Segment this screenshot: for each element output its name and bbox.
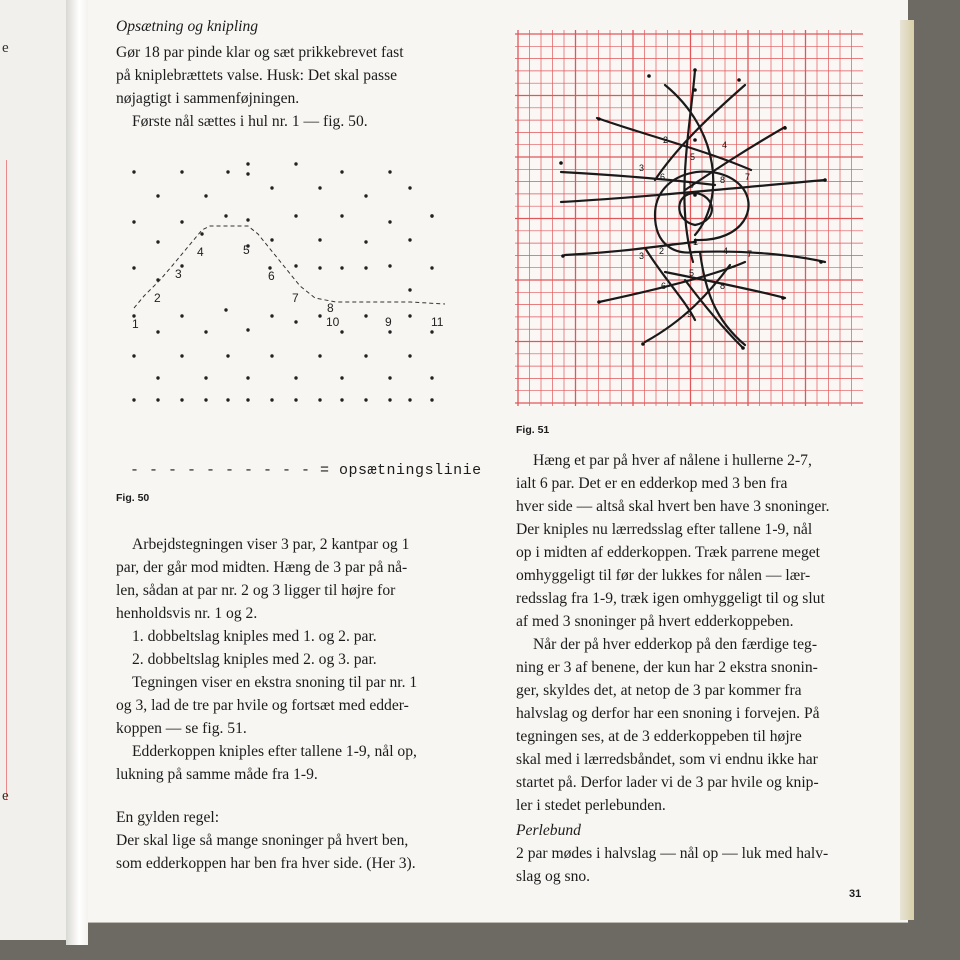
- fig50-pin-hole: [132, 354, 135, 357]
- section-heading: Opsætning og knipling: [116, 18, 259, 35]
- fig51-pin: [783, 126, 787, 130]
- text-line: En gylden regel:: [116, 809, 220, 826]
- text-line: henholdsvis nr. 1 og 2.: [116, 605, 258, 622]
- fig50-pin-hole: [180, 220, 183, 223]
- fig50-label: 1: [132, 317, 139, 331]
- text-line: redsslag fra 1-9, træk igen omhyggeligt til og slut: [516, 590, 825, 607]
- fig50-pin-hole: [226, 354, 229, 357]
- fig50-caption: Fig. 50: [116, 492, 150, 504]
- text-line: Første nål sættes i hul nr. 1 — fig. 50.: [132, 113, 368, 130]
- left-page-fragment: e: [2, 788, 9, 804]
- fig50-pin-hole: [132, 170, 135, 173]
- fig50-label: 9: [385, 315, 392, 329]
- fig50-pin-hole: [294, 214, 297, 217]
- text-line: ialt 6 par. Det er en edderkop med 3 ben fra: [516, 475, 788, 492]
- fig51-label: 2: [663, 135, 669, 145]
- text-line: len, sådan at par nr. 2 og 3 ligger til højre for: [116, 582, 396, 599]
- fig50-pin-hole: [408, 398, 411, 401]
- fig51-label: 5: [690, 152, 696, 162]
- text-line: omhyggeligt til før der lukkes for nålen — lær-: [516, 567, 811, 584]
- fig51-label: 5: [689, 268, 695, 278]
- fig51-pin: [819, 260, 823, 264]
- fig50-pin-hole: [318, 266, 321, 269]
- text-line: 2 par mødes i halvslag — nål op — luk med halv-: [516, 845, 829, 862]
- text-line: af med 3 snoninger på hvert edderkoppeben.: [516, 613, 794, 630]
- fig50-pin-hole: [294, 320, 297, 323]
- text-line: Hæng et par på hver af nålene i hullerne 2-7,: [533, 452, 812, 469]
- text-line: startet på. Derfor lader vi de 3 par hvile og knip-: [516, 774, 819, 791]
- fig50-pin-hole: [318, 398, 321, 401]
- fig50-pin-hole: [364, 266, 367, 269]
- book-gutter: [66, 0, 88, 945]
- text-line: og 3, lad de tre par hvile og fortsæt med edder-: [116, 697, 409, 714]
- text-line: slag og sno.: [516, 868, 591, 885]
- text-line: hver side — altså skal hvert ben have 3 snoninger.: [516, 498, 830, 515]
- fig50-pin-hole: [132, 266, 135, 269]
- fig50-legend: [130, 462, 482, 479]
- text-line: Gør 18 par pinde klar og sæt prikkebrevet fast: [116, 44, 404, 61]
- fig50-pin-hole: [318, 238, 321, 241]
- fig51-label: 9: [689, 180, 695, 190]
- fig51-label: 9: [687, 309, 693, 319]
- fig50-pin-hole: [156, 330, 159, 333]
- fig50-pin-hole: [388, 264, 391, 267]
- fig51-pin: [693, 88, 697, 92]
- fig50-pin-hole: [180, 170, 183, 173]
- page-edges: [900, 20, 914, 920]
- fig50-pin-hole: [270, 354, 273, 357]
- fig51-label: 2: [659, 246, 665, 256]
- fig50-pin-hole: [388, 220, 391, 223]
- fig50-pin-hole: [318, 314, 321, 317]
- fig50-pin-hole: [270, 398, 273, 401]
- fig51-pin: [597, 117, 601, 121]
- left-page-grid: [0, 160, 7, 800]
- fig51-pin: [597, 300, 601, 304]
- fig51-label: 6: [660, 172, 666, 182]
- fig50-pin-hole: [430, 266, 433, 269]
- fig50-pin-hole: [226, 398, 229, 401]
- fig50-pin-hole: [408, 186, 411, 189]
- fig50-pin-hole: [246, 398, 249, 401]
- fig51-label: 7: [747, 249, 753, 259]
- fig51-pin: [693, 68, 697, 72]
- fig51-label: 3: [639, 251, 645, 261]
- fig50-pin-hole: [270, 238, 273, 241]
- text-line: skal med i lærredsbåndet, som vi endnu ikke har: [516, 751, 818, 768]
- fig51-pin: [693, 138, 697, 142]
- fig50-pin-hole: [340, 170, 343, 173]
- fig50-legend-text: = opsætningslinie: [320, 462, 482, 479]
- fig50-pin-hole: [340, 214, 343, 217]
- page-number: 31: [849, 888, 862, 900]
- fig50-pin-hole: [246, 162, 249, 165]
- fig50-pin-hole: [246, 218, 249, 221]
- fig50-pin-hole: [340, 266, 343, 269]
- text-line: halvslag og derfor har een snoning i forvejen. På: [516, 705, 820, 722]
- fig50-pin-hole: [364, 354, 367, 357]
- section-heading: Perlebund: [516, 822, 581, 839]
- text-line: 1. dobbeltslag kniples med 1. og 2. par.: [132, 628, 377, 645]
- text-line: par, der går mod midten. Hæng de 3 par på nå-: [116, 559, 408, 576]
- fig50-pin-hole: [156, 194, 159, 197]
- fig50-pin-hole: [430, 330, 433, 333]
- fig50-pin-hole: [340, 376, 343, 379]
- fig50-pin-hole: [180, 354, 183, 357]
- fig51-pin: [781, 296, 785, 300]
- fig51-label: 4: [722, 140, 728, 150]
- text-line: Der kniples nu lærredsslag efter tallene 1-9, nål: [516, 521, 813, 538]
- fig50-label: 2: [154, 291, 161, 305]
- fig50-pin-hole: [430, 214, 433, 217]
- fig51-pin: [823, 178, 827, 182]
- fig51-label: 8: [720, 175, 726, 185]
- text-line: 2. dobbeltslag kniples med 2. og 3. par.: [132, 651, 377, 668]
- fig51-label: 8: [720, 281, 726, 291]
- fig51-pin: [693, 193, 697, 197]
- fig51-pin: [561, 254, 565, 258]
- fig50-pin-hole: [156, 398, 159, 401]
- fig50-pin-hole: [294, 398, 297, 401]
- fig50-pin-hole: [224, 308, 227, 311]
- fig50-pin-hole: [294, 376, 297, 379]
- fig50-pin-hole: [246, 172, 249, 175]
- fig50-pin-hole: [204, 376, 207, 379]
- fig50-label: 7: [292, 291, 299, 305]
- fig50-label: 6: [268, 269, 275, 283]
- fig50-pin-hole: [246, 376, 249, 379]
- fig50-pin-hole: [200, 232, 203, 235]
- text-line: ning er 3 af benene, der kun har 2 ekstra snonin-: [516, 659, 818, 676]
- left-page-fragment: e: [2, 40, 9, 56]
- fig50-label: 11: [431, 315, 444, 329]
- text-line: Edderkoppen kniples efter tallene 1-9, nål op,: [132, 743, 417, 760]
- fig50-labels: [132, 243, 444, 331]
- fig50-label: 5: [243, 243, 250, 257]
- fig50-pin-hole: [224, 214, 227, 217]
- fig50-pin-hole: [340, 330, 343, 333]
- fig50-pin-hole: [408, 288, 411, 291]
- fig50-pin-hole: [204, 398, 207, 401]
- fig50-pin-hole: [204, 194, 207, 197]
- text-line: koppen — se fig. 51.: [116, 720, 247, 737]
- text-line: ler i stedet perlebunden.: [516, 797, 666, 814]
- fig51-pin: [559, 161, 563, 165]
- text-line: nøjagtigt i sammenføjningen.: [116, 90, 300, 107]
- fig50-pin-hole: [430, 376, 433, 379]
- fig51-label: 4: [723, 246, 729, 256]
- text-line: som edderkoppen har ben fra hver side. (Her 3).: [116, 855, 416, 872]
- text-line: Tegningen viser en ekstra snoning til par nr. 1: [132, 674, 418, 691]
- fig50-pin-hole: [364, 240, 367, 243]
- text-line: op i midten af edderkoppen. Træk parrene meget: [516, 544, 821, 561]
- fig51-label: 1: [693, 237, 699, 247]
- text-line: Arbejdstegningen viser 3 par, 2 kantpar og 1: [132, 536, 410, 553]
- legend-dashes: - - - - - - - - - -: [130, 462, 311, 479]
- fig50-pin-hole: [180, 398, 183, 401]
- fig50-pin-hole: [204, 330, 207, 333]
- text-line: ger, skyldes det, at netop de 3 par kommer fra: [516, 682, 802, 699]
- fig50-pin-hole: [132, 220, 135, 223]
- fig50-pin-hole: [318, 186, 321, 189]
- text-line: tegningen ses, at de 3 edderkoppeben til højre: [516, 728, 802, 745]
- fig50-pin-hole: [180, 314, 183, 317]
- fig51-label: 6: [661, 281, 667, 291]
- text-line: Der skal lige så mange snoninger på hvert ben,: [116, 832, 409, 849]
- fig50-pin-hole: [318, 354, 321, 357]
- fig50-pin-hole: [388, 330, 391, 333]
- fig50-pin-hole: [364, 398, 367, 401]
- fig50-pin-hole: [270, 314, 273, 317]
- fig50-pin-hole: [340, 398, 343, 401]
- fig50-label: 3: [175, 267, 182, 281]
- text-line: på kniplebrættets valse. Husk: Det skal passe: [116, 67, 398, 84]
- fig50-label: 4: [197, 245, 204, 259]
- fig50-pin-hole: [408, 238, 411, 241]
- fig50-pin-hole: [294, 264, 297, 267]
- fig51-pin: [647, 74, 651, 78]
- fig50-pin-hole: [226, 170, 229, 173]
- fig50-pin-hole: [388, 398, 391, 401]
- fig50-label: 8: [327, 301, 334, 315]
- fig50-pricking-diagram: [110, 150, 470, 430]
- fig50-label: 10: [326, 315, 340, 329]
- fig50-pin-hole: [270, 186, 273, 189]
- fig50-pin-hole: [430, 398, 433, 401]
- fig50-pin-hole: [246, 328, 249, 331]
- text-line: Når der på hver edderkop på den færdige teg-: [533, 636, 818, 653]
- fig50-pin-hole: [364, 194, 367, 197]
- fig51-spider-grid: [515, 30, 863, 406]
- fig50-pin-hole: [364, 314, 367, 317]
- fig50-pin-hole: [156, 376, 159, 379]
- fig51-pin: [641, 342, 645, 346]
- fig50-pin-hole: [132, 398, 135, 401]
- fig50-pin-hole: [388, 170, 391, 173]
- fig51-pin: [737, 78, 741, 82]
- fig51-label: 3: [639, 163, 645, 173]
- fig51-pin: [741, 346, 745, 350]
- fig51-label: 7: [745, 172, 751, 182]
- fig50-pin-hole: [388, 376, 391, 379]
- fig50-pin-hole: [156, 240, 159, 243]
- fig51-caption: Fig. 51: [516, 424, 550, 436]
- fig50-pin-hole: [408, 354, 411, 357]
- fig50-dots: [132, 162, 433, 401]
- fig50-pin-hole: [294, 162, 297, 165]
- fig50-pin-hole: [408, 314, 411, 317]
- text-line: lukning på samme måde fra 1-9.: [116, 766, 318, 783]
